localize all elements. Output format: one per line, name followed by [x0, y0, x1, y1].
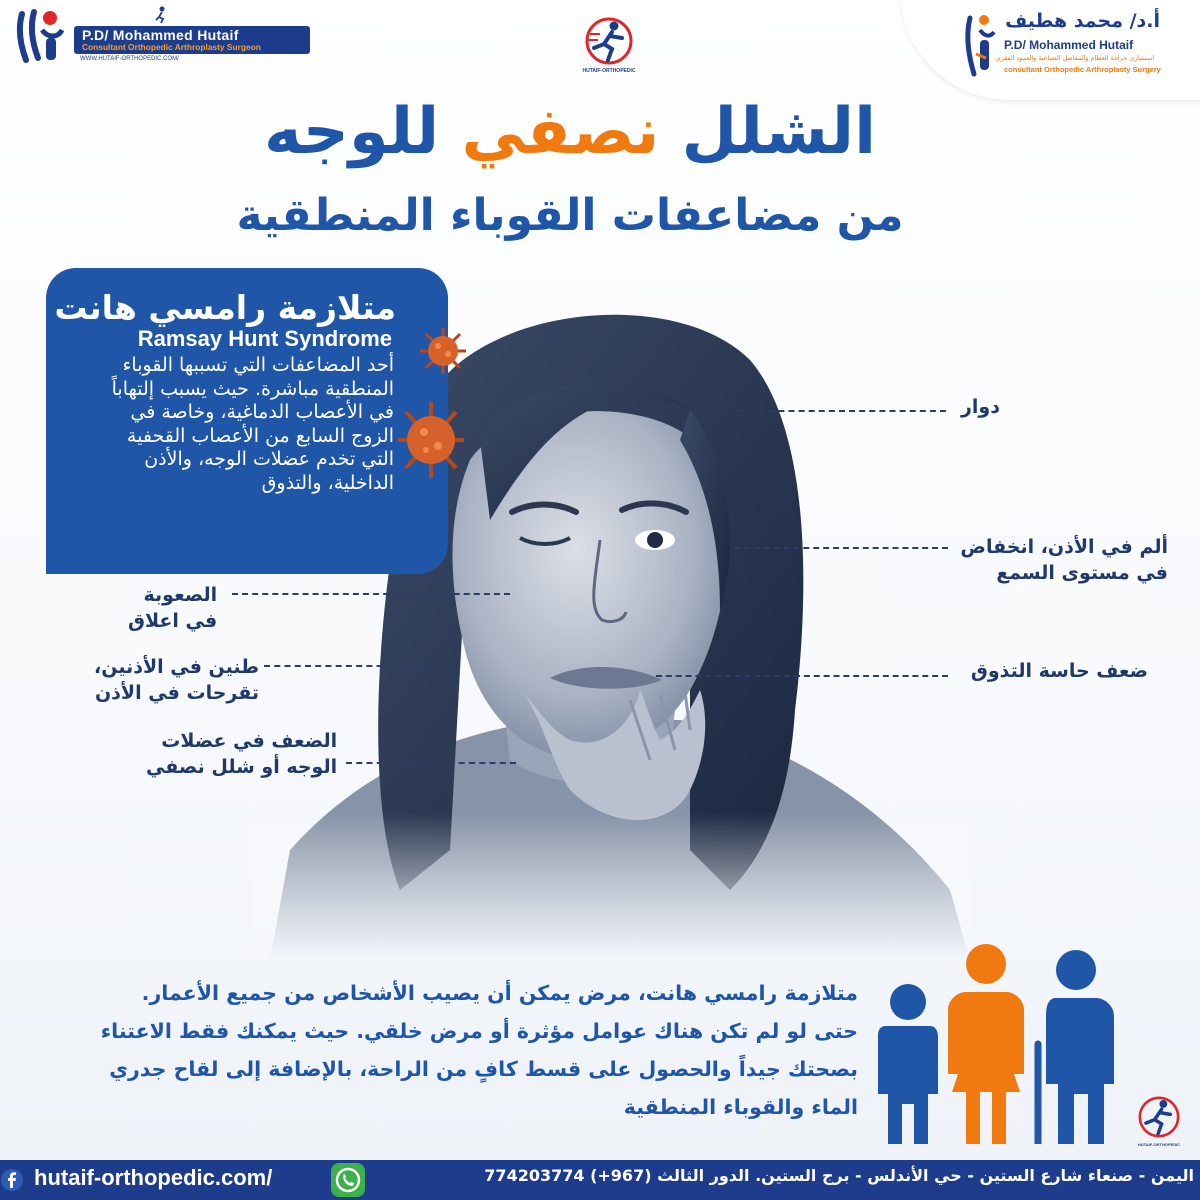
title-word-2: نصفي: [461, 95, 660, 169]
symptom-ear-pain-line2: في مستوى السمع: [996, 562, 1168, 584]
brand-logo-right[interactable]: [962, 10, 1194, 82]
info-heading-arabic: متلازمة رامسي هانت: [54, 288, 396, 327]
symptom-ear-pain-line1: ألم في الأذن، انخفاض: [960, 536, 1168, 558]
symptom-taste: ضعف حاسة التذوق: [970, 660, 1148, 682]
small-logo-caption: HUTAIF-ORTHOPEDIC: [1137, 1142, 1181, 1147]
virus-icon: [396, 400, 466, 480]
symptom-dizziness: دوار: [960, 396, 1000, 418]
logo-subtitle: Consultant Orthopedic Arthroplasty Surgeon: [82, 42, 261, 52]
logo-english-name: P.D/ Mohammed Hutaif: [1004, 38, 1134, 52]
orthopedic-mark-icon: [962, 14, 996, 78]
tiny-runner-icon: [154, 6, 168, 24]
bottom-line: بصحتك جيداً والحصول على قسط كافٍ من الراحة، بالإضافة إلى لقاح جدري: [109, 1057, 858, 1081]
info-heading-english: Ramsay Hunt Syndrome: [137, 326, 392, 351]
title-word-1: الشلل: [681, 95, 877, 169]
callout-line: [734, 547, 948, 549]
info-body: أحد المضاعفات التي تسببها القوباء المنطقية مباشرة. حيث يسبب إلتهاباً في الأعصاب الدماغية، وخاصة في الزوج السابع من الأعصاب القحفية التي تخدم عضلات الوجه، والأذن الداخلية، والتذوق: [111, 354, 394, 494]
symptom-weakness-line2: الوجه أو شلل نصفي: [146, 756, 338, 778]
symptom-ear-pain: [960, 534, 1168, 586]
symptom-difficulty-line1: الصعوبة: [143, 584, 218, 606]
logo-name: P.D/ Mohammed Hutaif: [82, 27, 239, 43]
callout-line: [738, 410, 946, 412]
logo-arabic-title: استشاري جراحة العظام والمفاصل الصناعية والعمود الفقري: [995, 54, 1154, 62]
runner-logo-icon: [578, 14, 640, 68]
callout-line: [232, 593, 510, 595]
center-logo-caption: HUTAIF-ORTHOPEDIC: [582, 68, 636, 74]
page-subtitle: من مضاعفات القوباء المنطقية: [236, 190, 904, 241]
bottom-line: الماء والقوباء المنطقية: [623, 1095, 858, 1119]
callout-line: [346, 762, 516, 764]
orthopedic-logo-icon: [14, 8, 66, 64]
facebook-icon[interactable]: [0, 1168, 24, 1192]
symptom-tinnitus-line1: طنين في الأذنين،: [94, 656, 260, 678]
symptom-weakness-line1: الضعف في عضلات: [161, 730, 338, 752]
bottom-line: حتى لو لم تكن هناك عوامل مؤثرة أو مرض خلقي. حيث يمكنك فقط الاعتناء: [100, 1019, 858, 1043]
symptom-difficulty-line2: في اعلاق: [128, 610, 218, 632]
logo-arabic-name: أ.د/ محمد هطيف: [1005, 10, 1160, 32]
callout-line: [656, 675, 948, 677]
footer-address: اليمن - صنعاء شارع الستين - حي الأندلس - برج الستين. الدور الثالث (967+) 774203774: [484, 1166, 1194, 1185]
bottom-paragraph: [68, 974, 858, 1126]
runner-logo-icon: [1132, 1092, 1186, 1142]
footer-bar: [0, 1160, 1200, 1200]
bottom-line: متلازمة رامسي هانت، مرض يمكن أن يصيب الأشخاص من جميع الأعمار.: [141, 981, 858, 1005]
footer-website[interactable]: hutaif-orthopedic.com/: [34, 1165, 273, 1190]
virus-icon: [418, 326, 468, 376]
logo-name-box: [74, 26, 310, 54]
brand-logo-small[interactable]: [1132, 1092, 1186, 1152]
symptom-weakness: [146, 728, 337, 780]
symptom-difficulty: [128, 582, 217, 634]
family-icon: [868, 944, 1118, 1144]
page-title: [220, 96, 920, 168]
logo-english-title: consultant Orthopedic Arthroplasty Surgery: [1004, 65, 1161, 74]
symptom-tinnitus-line2: تقرحات في الأذن: [94, 682, 260, 704]
brand-logo-center[interactable]: [578, 14, 640, 80]
brand-logo-left[interactable]: [14, 6, 304, 68]
logo-website[interactable]: WWW.HUTAIF-ORTHOPEDIC.COM/: [80, 56, 179, 62]
ramsay-info-box: [46, 268, 448, 574]
symptom-tinnitus: [94, 654, 259, 706]
whatsapp-icon[interactable]: [330, 1162, 366, 1198]
title-word-3: للوجه: [263, 95, 440, 169]
callout-line: [264, 665, 444, 667]
